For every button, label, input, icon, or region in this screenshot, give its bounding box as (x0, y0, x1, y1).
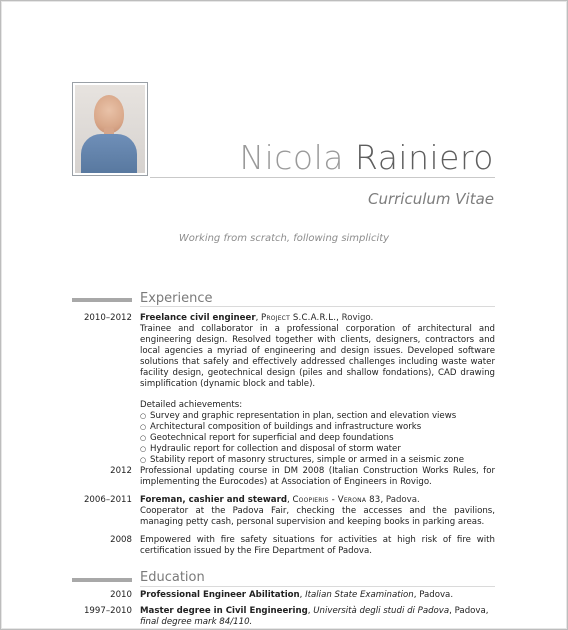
entry-org: Coopieris - Verona 83 (292, 495, 381, 505)
entry-description: Professional updating course in DM 2008 (Italian Construction Works Rules, for implementing the Eurocodes) at Association of Engineers in Rovigo. (140, 466, 495, 487)
achievement-item: ○ Survey and graphic representation in plan, section and elevation views (140, 411, 495, 422)
entry-org: Project S.C.A.R.L. (261, 313, 337, 323)
entry-extra: final degree mark 84/110. (140, 617, 253, 627)
entry-title: Foreman, cashier and steward (140, 495, 287, 505)
achievements-label: Detailed achievements: (140, 400, 243, 410)
entry-title: Master degree in Civil Engineering (140, 606, 308, 616)
section-bar-experience (72, 298, 132, 302)
profile-photo (72, 82, 148, 176)
person-name (239, 138, 494, 177)
achievements-list (140, 411, 495, 466)
entry-description: Trainee and collaborator in a professional corporation of architectural and engineering design. Resolved together with clients, designers, contractors and local agencies a myriad of engineering and design issues. Developed software solutions that safely and effectively addressed challenges including waste water facility design, geotechnical design (piles and shallow fondations), CAD drawing simplification (dynamic block and table). (140, 324, 495, 389)
header-rule (150, 177, 495, 178)
entry-org: Università degli studi di Padova (313, 606, 450, 616)
achievement-item: ○ Geotechnical report for superficial and deep foundations (140, 433, 495, 444)
entry-place: Rovigo. (341, 313, 374, 323)
achievement-item: ○ Hydraulic report for collection and disposal of storm water (140, 444, 495, 455)
entry-description: Cooperator at the Padova Fair, checking the accesses and the pavilions, managing petty cash, personal supervision and keeping books in parking areas. (140, 506, 495, 527)
section-title-experience: Experience (140, 291, 213, 306)
achievement-item: ○ Architectural composition of buildings and infrastructure works (140, 422, 495, 433)
entry-date: 2010 (110, 590, 132, 600)
header-quote: Working from scratch, following simplicity (178, 233, 390, 244)
entry-place: Padova. (385, 495, 420, 505)
entry-description: Empowered with fire safety situations for activities at high risk of fire with certification issued by the Fire Department of Padova. (140, 535, 495, 556)
entry-date: 2008 (110, 535, 132, 545)
name-last: Rainiero (354, 138, 494, 177)
section-bar-education (72, 578, 132, 582)
entry-title: Freelance civil engineer (140, 313, 256, 323)
entry-date: 2012 (110, 466, 132, 476)
section-title-education: Education (140, 570, 205, 585)
profile-shirt-shape (81, 134, 137, 173)
entry-date: 2010–2012 (83, 313, 132, 323)
entry-title: Professional Engineer Abilitation (140, 590, 300, 600)
entry-place: Padova, (454, 606, 489, 616)
entry-org: Italian State Examination (305, 590, 414, 600)
section-line-experience (140, 306, 495, 307)
entry-date: 1997–2010 (83, 606, 132, 616)
section-line-education (140, 586, 495, 587)
entry-place: Padova. (419, 590, 454, 600)
entry-date: 2006–2011 (83, 495, 132, 505)
name-first: Nicola (239, 138, 344, 177)
document-subtitle: Curriculum Vitae (367, 190, 494, 208)
achievement-item: ○ Stability report of masonry structures, simple or armed in a seismic zone (140, 455, 495, 466)
